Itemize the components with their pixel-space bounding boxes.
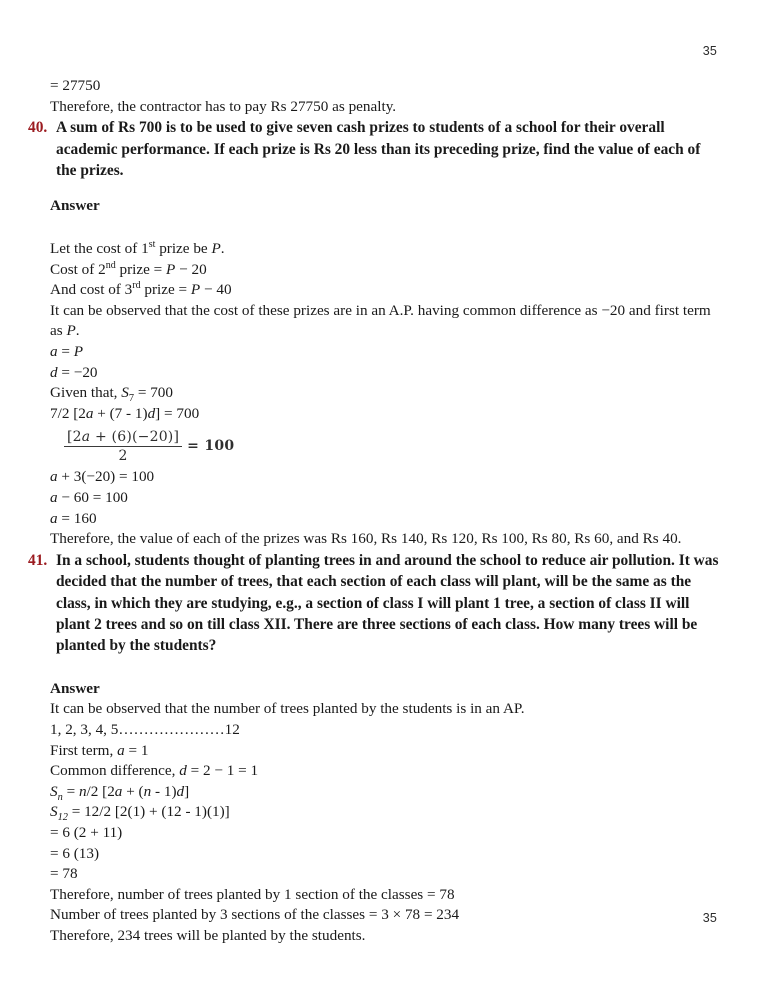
q41-line-5	[50, 782, 722, 803]
variable: n	[143, 782, 152, 800]
spacer	[50, 181, 722, 196]
text: prize =	[140, 281, 191, 299]
variable: n	[78, 782, 87, 800]
question-41-text: In a school, students thought of planting trees in and around the school to reduce air pollution. It was decided that the number of trees, that each section of each class will plant, will be the same as the class, in which they are studying, e.g., a section of class I will plant 1 tree, a section of class II will plant 2 trees and so on till class XII. There are three sections of each class. How many trees will be planted by the students?	[56, 551, 719, 655]
text: First term,	[50, 741, 118, 759]
q40-line-12	[50, 509, 722, 530]
q40-line-5	[50, 321, 722, 342]
carryover-line-1: = 27750	[50, 77, 101, 94]
page-content	[28, 76, 722, 946]
q41-line-3	[50, 741, 722, 762]
text: = 1	[124, 741, 149, 759]
variable: S	[50, 782, 58, 800]
text: - 1)	[151, 782, 177, 800]
fraction	[64, 429, 182, 464]
question-41	[28, 550, 722, 657]
variable: P	[211, 240, 221, 257]
variable: a	[117, 741, 125, 759]
carryover-line-2: Therefore, the contractor has to pay Rs 27750 as penalty.	[50, 97, 397, 115]
page-number-bottom: 35	[702, 911, 717, 925]
q40-line-13: Therefore, the value of each of the prizes was Rs 160, Rs 140, Rs 120, Rs 100, Rs 80, Rs 60, and Rs 40.	[50, 530, 682, 548]
text: prize =	[115, 260, 167, 278]
text: Cost of 2	[50, 260, 106, 278]
text: ]	[184, 782, 190, 800]
q41-line-2: 1, 2, 3, 4, 5…………………12	[50, 720, 240, 738]
q41-line-10: Therefore, number of trees planted by 1 section of the classes = 78	[50, 885, 455, 903]
text: 7/2 [2	[50, 404, 86, 422]
page-number-top: 35	[702, 44, 717, 58]
q40-line-8	[50, 383, 722, 404]
text: − 40	[200, 281, 232, 299]
subscript: 12	[57, 812, 68, 824]
q41-line-4	[50, 761, 722, 782]
q41-line-9: = 78	[50, 865, 78, 883]
q40-line-7	[50, 363, 722, 384]
fraction-numerator	[64, 429, 182, 446]
ordinal-suffix: st	[148, 238, 156, 250]
q40-line-2	[50, 260, 722, 281]
text: = 160	[57, 509, 97, 527]
q41-line-11: Number of trees planted by 3 sections of the classes = 3 × 78 = 234	[50, 906, 460, 924]
question-40-number: 40.	[28, 119, 48, 137]
q40-line-6	[50, 342, 722, 363]
text: Given that,	[50, 384, 122, 402]
ordinal-suffix: rd	[132, 280, 141, 292]
q40-line-1	[50, 239, 722, 260]
q41-line-7: = 6 (2 + 11)	[50, 823, 123, 841]
text: = 700	[134, 384, 173, 402]
question-41-number: 41.	[28, 551, 48, 569]
q40-line-10	[50, 467, 722, 488]
text: − 20	[175, 260, 207, 278]
q40-line-4: It can be observed that the cost of these prizes are in an A.P. having common difference as −20 and first term	[50, 301, 711, 319]
text: ] = 700	[155, 404, 200, 422]
variable: d	[179, 762, 187, 780]
text: as	[50, 322, 67, 340]
text: .	[75, 322, 80, 340]
q40-fraction-equation	[64, 428, 722, 464]
variable: d	[176, 782, 185, 800]
spacer	[50, 217, 722, 239]
subscript: n	[57, 791, 63, 803]
variable: d	[147, 404, 156, 422]
variable: a	[85, 404, 94, 422]
variable: a	[114, 782, 123, 800]
variable: a	[50, 468, 58, 486]
fraction-denominator: 2	[118, 447, 128, 464]
variable: P	[66, 322, 76, 340]
answer-label-41: Answer	[50, 679, 100, 697]
variable: S	[121, 384, 129, 402]
ordinal-suffix: nd	[105, 259, 116, 271]
q41-line-8: = 6 (13)	[50, 844, 100, 862]
variable: a	[50, 488, 58, 506]
question-40-text: A sum of Rs 700 is to be used to give seven cash prizes to students of a school for their overall academic performance. If each prize is Rs 20 less than its preceding prize, find the value of each of the prizes.	[56, 119, 701, 179]
text: = −20	[57, 363, 98, 381]
variable: S	[50, 803, 58, 821]
text: + 3(−20) = 100	[57, 468, 155, 486]
text: + (7 - 1)	[93, 404, 148, 422]
text: Let the cost of 1	[50, 240, 149, 257]
question-40	[28, 117, 722, 181]
fraction-right-side: = 100	[187, 438, 235, 455]
variable: P	[190, 281, 201, 299]
spacer	[50, 657, 722, 679]
text: − 60 = 100	[57, 488, 128, 506]
q41-line-6	[50, 802, 722, 823]
q40-line-11	[50, 488, 722, 509]
text: [2	[67, 428, 82, 445]
variable: d	[50, 363, 58, 381]
answer-label-40: Answer	[50, 197, 100, 215]
text: And cost of 3	[50, 281, 133, 299]
variable: a	[50, 509, 58, 527]
text: /2 [2	[86, 782, 115, 800]
subscript: 7	[128, 393, 135, 405]
text: .	[220, 240, 225, 257]
text: + (6)(−20)]	[90, 428, 180, 445]
text: prize be	[155, 240, 212, 257]
q40-line-3	[50, 280, 722, 301]
text: Common difference,	[50, 762, 180, 780]
q41-line-12: Therefore, 234 trees will be planted by the students.	[50, 926, 366, 944]
variable: P	[73, 342, 84, 360]
text: =	[57, 342, 74, 360]
text: =	[62, 782, 79, 800]
text: = 12/2 [2(1) + (12 - 1)(1)]	[67, 803, 230, 821]
variable: P	[166, 260, 176, 278]
text: + (	[122, 782, 144, 800]
variable: a	[81, 428, 91, 445]
variable: a	[50, 342, 58, 360]
q40-line-9	[50, 404, 722, 425]
text: = 2 − 1 = 1	[186, 762, 259, 780]
q41-line-1: It can be observed that the number of trees planted by the students is in an AP.	[50, 700, 525, 718]
